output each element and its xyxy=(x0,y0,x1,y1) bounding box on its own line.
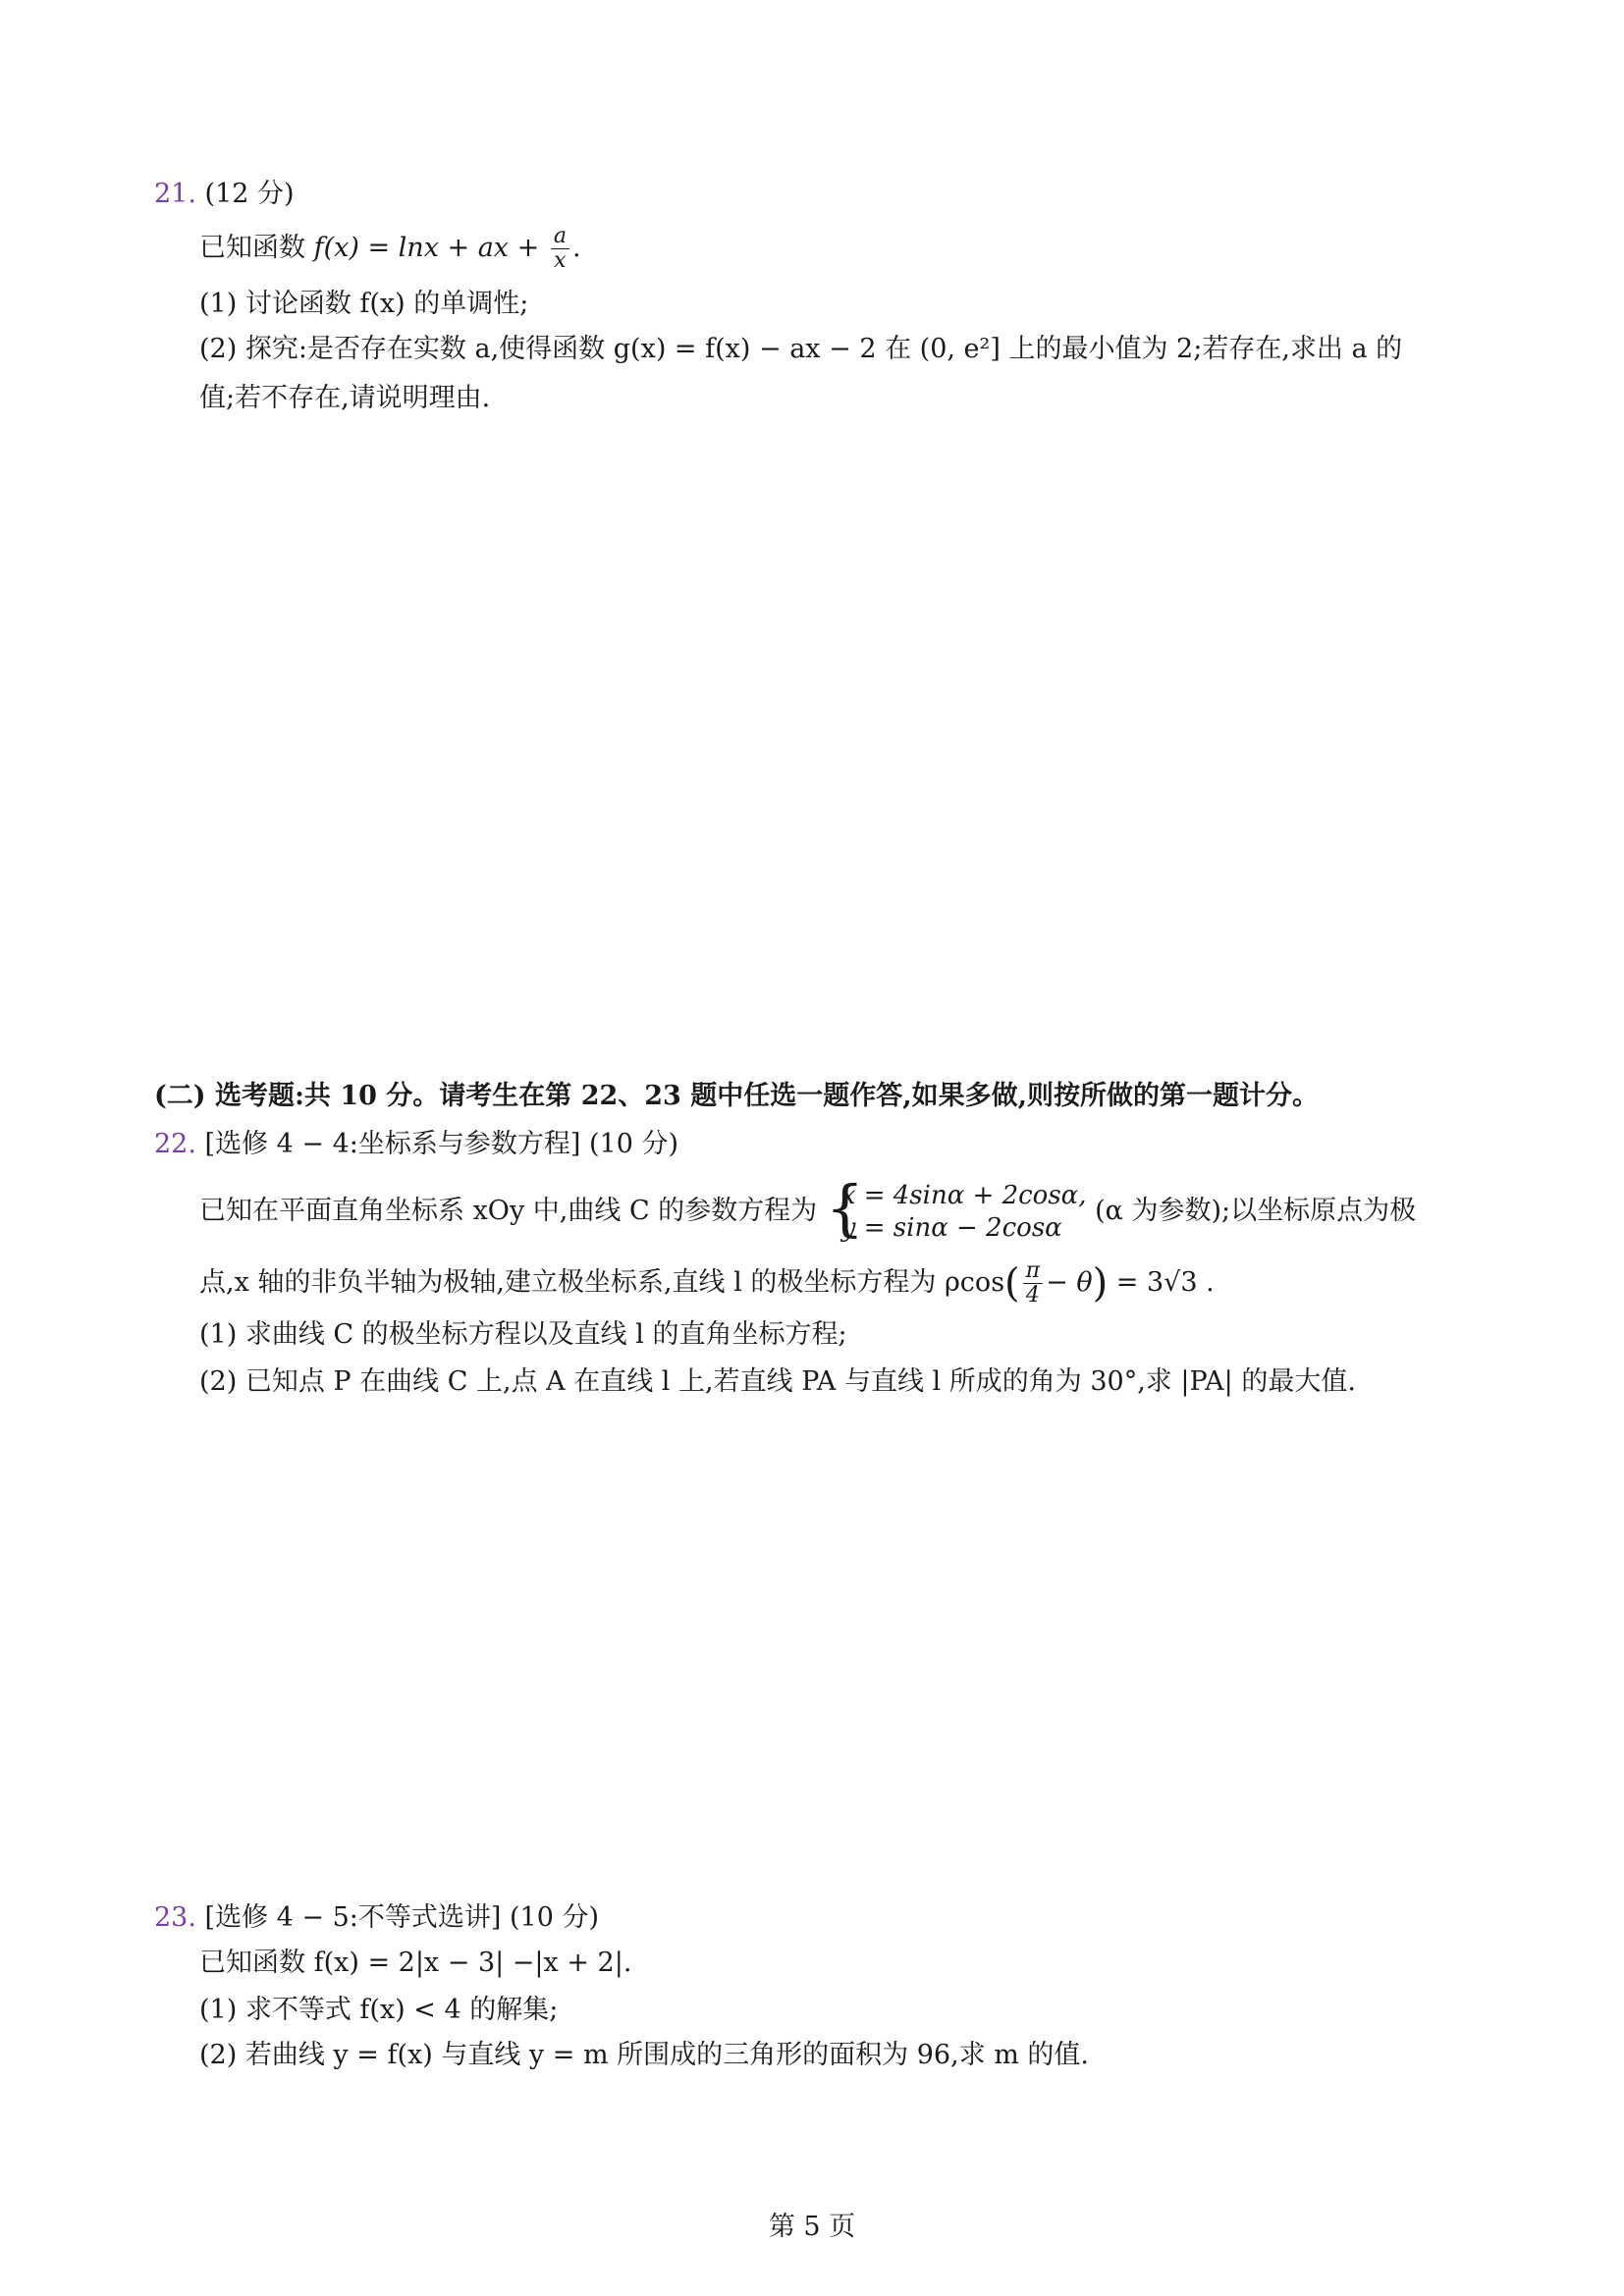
q21-part2: (2) 探究:是否存在实数 a,使得函数 g(x) = f(x) − ax − 2 在 (0, e²] 上的最小值为 2;若存在,求出 a 的 xyxy=(199,334,1403,364)
q22-number: 22. xyxy=(154,1129,196,1159)
q22-param-system xyxy=(825,1171,1087,1245)
q21-fraction xyxy=(551,225,569,273)
q23-part2: (2) 若曲线 y = f(x) 与直线 y = m 所围成的三角形的面积为 96,求 m 的值. xyxy=(199,2040,1090,2070)
q22-header xyxy=(154,1127,678,1162)
q22-stem xyxy=(199,1171,1417,1247)
q22-sys-row2: y = sinα − 2cosα xyxy=(840,1212,1062,1243)
page-number: 第 5 页 xyxy=(768,2212,856,2242)
q22-stem-post: (α 为参数);以坐标原点为极 xyxy=(1095,1196,1417,1226)
right-paren-icon: ) xyxy=(1092,1260,1109,1307)
brace-icon: { xyxy=(825,1171,865,1244)
q22-stem-pre: 已知在平面直角坐标系 xOy 中,曲线 C 的参数方程为 xyxy=(199,1196,818,1226)
q21-stem-end: . xyxy=(571,233,581,263)
q22-part1: (1) 求曲线 C 的极坐标方程以及直线 l 的直角坐标方程; xyxy=(199,1319,847,1350)
q21-header xyxy=(154,177,295,212)
q21-part1: (1) 讨论函数 f(x) 的单调性; xyxy=(199,289,529,319)
q21-stem-eq: f(x) = lnx + ax + xyxy=(313,233,548,263)
q22-line2-end: = 3√3 . xyxy=(1115,1267,1215,1298)
q22-sys-row1: x = 4sinα + 2cosα, xyxy=(840,1180,1087,1210)
q23-number: 23. xyxy=(154,1902,196,1933)
q21-frac-num: a xyxy=(551,225,569,249)
q23-stem: 已知函数 f(x) = 2|x − 3| −|x + 2|. xyxy=(199,1948,632,1978)
q22-title: [选修 4 − 4:坐标系与参数方程] (10 分) xyxy=(204,1129,679,1159)
q22-frac-den: 4 xyxy=(1025,1283,1040,1308)
q21-points: (12 分) xyxy=(204,179,295,209)
q22-part2: (2) 已知点 P 在曲线 C 上,点 A 在直线 l 上,若直线 PA 与直线 l 所成的角为 30°,求 |PA| 的最大值. xyxy=(199,1366,1356,1397)
q21-frac-den: x xyxy=(554,248,567,273)
q21-part2-cont: 值;若不存在,请说明理由. xyxy=(199,383,491,413)
q21-number: 21. xyxy=(154,179,196,209)
q22-line2 xyxy=(199,1256,1215,1310)
q22-line2-post: − θ xyxy=(1046,1267,1093,1298)
q23-part1: (1) 求不等式 f(x) < 4 的解集; xyxy=(199,1995,559,2025)
section-heading: (二) 选考题:共 10 分。请考生在第 22、23 题中任选一题作答,如果多做,则按所做的第一题计分。 xyxy=(154,1081,1320,1111)
q23-title: [选修 4 − 5:不等式选讲] (10 分) xyxy=(204,1902,600,1933)
q21-stem xyxy=(199,224,581,273)
q21-stem-pre: 已知函数 xyxy=(199,233,305,263)
q22-fraction xyxy=(1023,1259,1043,1308)
q22-line2-pre: 点,x 轴的非负半轴为极轴,建立极坐标系,直线 l 的极坐标方程为 ρcos xyxy=(199,1267,1005,1298)
q22-frac-num: π xyxy=(1023,1259,1043,1284)
q23-header xyxy=(154,1900,599,1936)
left-paren-icon: ( xyxy=(1004,1260,1020,1307)
